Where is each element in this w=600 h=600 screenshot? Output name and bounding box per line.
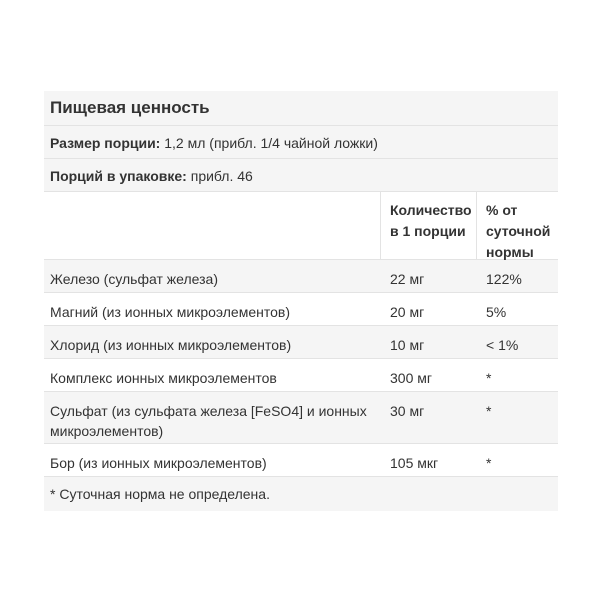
table-row [44, 293, 558, 326]
nutrient-name: Железо (сульфат железа) [50, 271, 218, 287]
table-row [44, 359, 558, 392]
amount-header [390, 200, 472, 242]
nutrient-daily-value: 122% [486, 271, 522, 287]
table-row [44, 260, 558, 293]
nutrient-daily-value: * [486, 403, 492, 419]
nutrient-name: Магний (из ионных микроэлементов) [50, 304, 291, 320]
nutrient-name: Сульфат (из сульфата железа [FeSO4] и ионных микроэлементов) [50, 403, 367, 439]
footnote-row [44, 477, 558, 511]
daily-value-header [486, 200, 550, 263]
supplement-facts-table [44, 91, 558, 511]
nutrient-name: Бор (из ионных микроэлементов) [50, 455, 267, 471]
nutrient-name: Хлорид (из ионных микроэлементов) [50, 337, 292, 353]
serving-size-label: Размер порции: [50, 135, 161, 151]
table-row [44, 326, 558, 359]
nutrient-daily-value: 5% [486, 304, 507, 320]
table-row [44, 392, 558, 444]
nutrient-amount: 30 мг [390, 403, 425, 419]
amount-header-line2: в 1 порции [390, 223, 466, 239]
nutrient-daily-value: * [486, 455, 492, 471]
nutrient-amount: 300 мг [390, 370, 432, 386]
table-row [44, 444, 558, 477]
footnote-text: * Суточная норма не определена. [50, 486, 270, 502]
dv-header-line1: % от [486, 202, 518, 218]
table-title-row [44, 91, 558, 126]
nutrient-daily-value: < 1% [486, 337, 519, 353]
dv-header-line3: нормы [486, 244, 534, 260]
nutrient-amount: 22 мг [390, 271, 425, 287]
servings-per-container-row [44, 159, 558, 192]
table-title: Пищевая ценность [50, 98, 210, 117]
table-header-row [44, 192, 558, 260]
column-divider [476, 192, 477, 259]
nutrient-amount: 105 мкг [390, 455, 439, 471]
serving-size-value: 1,2 мл (прибл. 1/4 чайной ложки) [160, 135, 378, 151]
amount-header-line1: Количество [390, 202, 472, 218]
servings-label: Порций в упаковке: [50, 168, 187, 184]
nutrient-name: Комплекс ионных микроэлементов [50, 370, 277, 386]
nutrient-daily-value: * [486, 370, 492, 386]
nutrient-amount: 10 мг [390, 337, 425, 353]
serving-size-row [44, 126, 558, 159]
servings-value: прибл. 46 [186, 168, 253, 184]
column-divider [380, 192, 381, 259]
dv-header-line2: суточной [486, 223, 551, 239]
nutrient-amount: 20 мг [390, 304, 425, 320]
